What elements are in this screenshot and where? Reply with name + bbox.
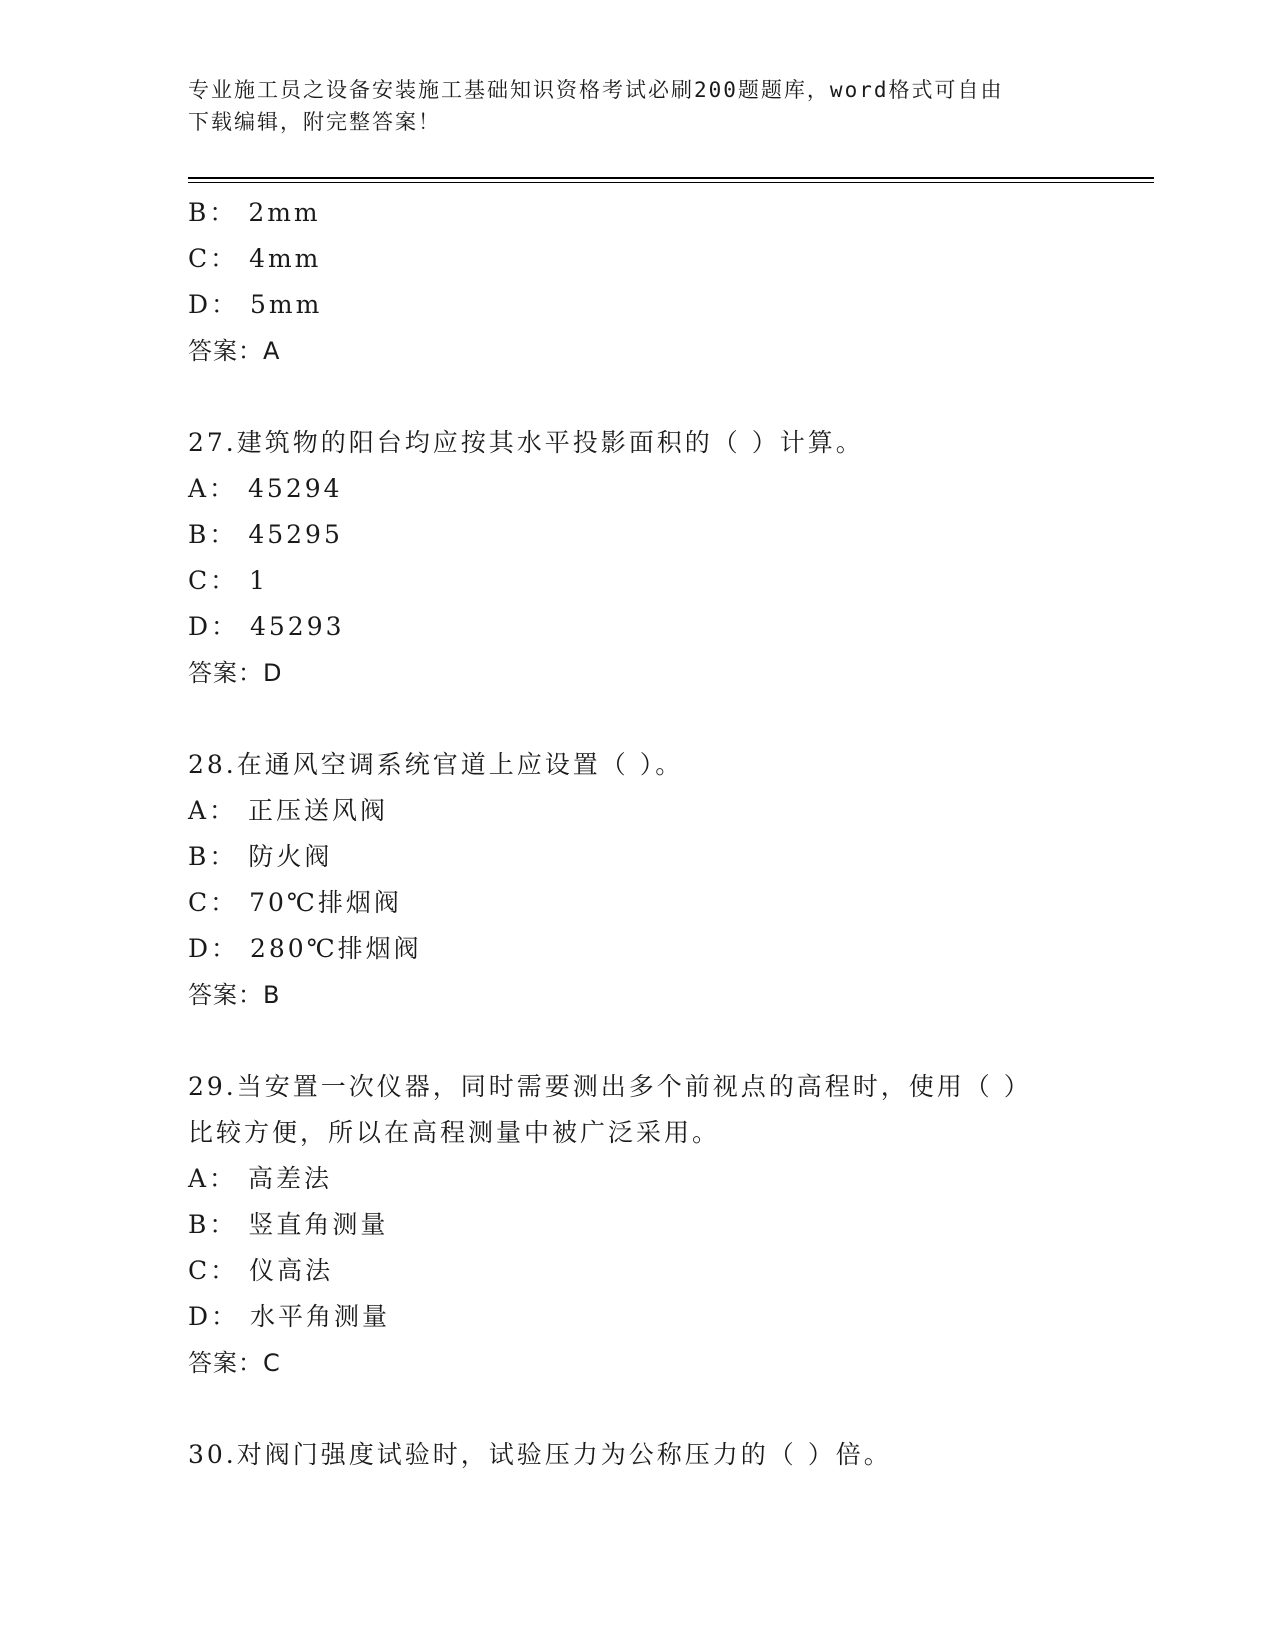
header-title-line-2: 下载编辑，附完整答案！ xyxy=(188,110,441,134)
spacer xyxy=(188,696,1088,742)
option-b: B： 2mm xyxy=(188,198,321,227)
option-b: B： 防火阀 xyxy=(188,842,333,871)
option-b: B： 45295 xyxy=(188,520,343,549)
question-text: 28.在通风空调系统官道上应设置（ ）。 xyxy=(188,750,684,779)
question-text-line-1: 29.当安置一次仪器，同时需要测出多个前视点的高程时，使用（ ） xyxy=(188,1072,1032,1101)
header-divider-thick xyxy=(188,177,1154,179)
header-divider-thin xyxy=(188,182,1154,183)
answer-line: 答案：A xyxy=(188,337,281,365)
option-d: D： 280℃排烟阀 xyxy=(188,934,422,963)
question-29 xyxy=(188,1064,1088,1386)
spacer xyxy=(188,1386,1088,1432)
question-text-line-2: 比较方便，所以在高程测量中被广泛采用。 xyxy=(188,1118,721,1147)
option-d: D： 5mm xyxy=(188,290,323,319)
document-body xyxy=(188,190,1088,1478)
option-c: C： 70℃排烟阀 xyxy=(188,888,402,917)
question-28 xyxy=(188,742,1088,1018)
option-d: D： 水平角测量 xyxy=(188,1302,390,1331)
document-header xyxy=(188,74,1088,138)
option-c: C： 仪高法 xyxy=(188,1256,334,1285)
question-text: 30.对阀门强度试验时，试验压力为公称压力的（ ）倍。 xyxy=(188,1440,892,1469)
answer-line: 答案：C xyxy=(188,1349,281,1377)
option-c: C： 1 xyxy=(188,566,268,595)
spacer xyxy=(188,1018,1088,1064)
question-27 xyxy=(188,420,1088,696)
question-30 xyxy=(188,1432,1088,1478)
option-a: A： 高差法 xyxy=(188,1164,333,1193)
option-c: C： 4mm xyxy=(188,244,322,273)
answer-line: 答案：B xyxy=(188,981,281,1009)
option-a: A： 45294 xyxy=(188,474,343,503)
header-title-line-1: 专业施工员之设备安装施工基础知识资格考试必刷200题题库，word格式可自由 xyxy=(188,78,1004,102)
answer-line: 答案：D xyxy=(188,659,283,687)
spacer xyxy=(188,374,1088,420)
question-text: 27.建筑物的阳台均应按其水平投影面积的（ ）计算。 xyxy=(188,428,864,457)
option-a: A： 正压送风阀 xyxy=(188,796,389,825)
option-d: D： 45293 xyxy=(188,612,345,641)
question-26-continued xyxy=(188,190,1088,374)
option-b: B： 竖直角测量 xyxy=(188,1210,389,1239)
